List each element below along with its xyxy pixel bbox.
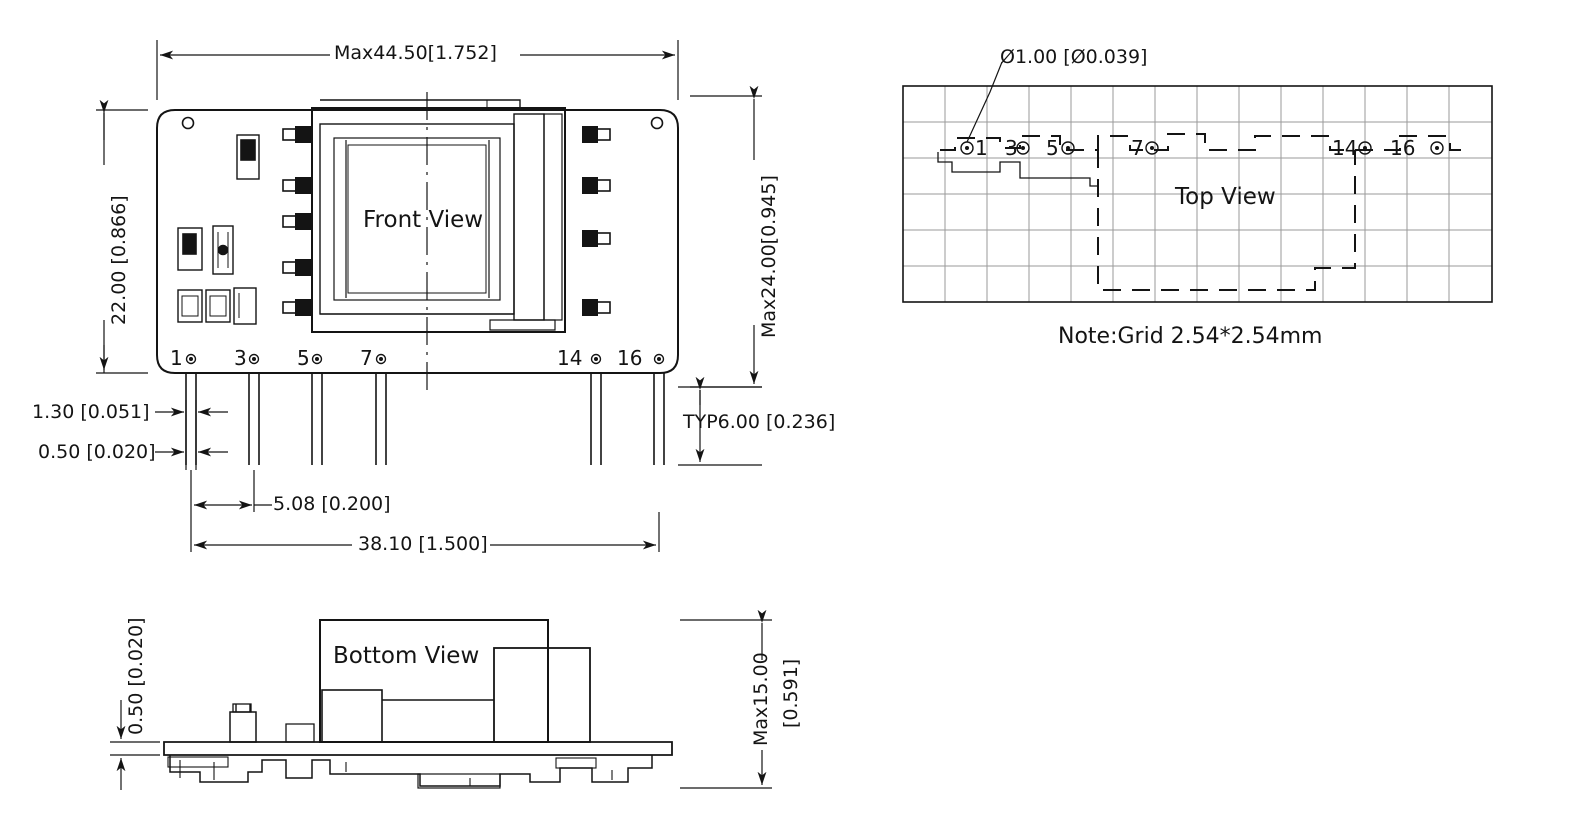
pin-label-front-14: 14: [557, 346, 583, 370]
pin-label-top-3: 3: [1005, 136, 1018, 160]
pin-label-top-5: 5: [1046, 136, 1059, 160]
dimension-pin-width: 1.30 [0.051]: [32, 401, 150, 423]
dimension-profile-height-line2: [0.591]: [780, 658, 802, 728]
top-view-drawing: [903, 62, 1492, 302]
front-view-label: Front View: [363, 207, 484, 233]
pin-label-front-7: 7: [360, 346, 373, 370]
dimension-pin-thickness: 0.50 [0.020]: [38, 441, 156, 463]
pin-label-front-16: 16: [617, 346, 643, 370]
grid-note: Note:Grid 2.54*2.54mm: [1058, 324, 1323, 349]
pin-label-front-1: 1: [170, 346, 183, 370]
pin-label-top-1: 1: [975, 136, 988, 160]
dimension-height-body: 22.00 [0.866]: [108, 195, 130, 325]
dimension-pin-length: TYP6.00 [0.236]: [683, 411, 836, 433]
pin-label-top-16: 16: [1390, 136, 1416, 160]
dimension-profile-height-line1: Max15.00: [750, 652, 772, 746]
bottom-view-label: Bottom View: [333, 643, 480, 669]
front-view-drawing: [157, 92, 678, 465]
pin-label-top-14: 14: [1332, 136, 1358, 160]
dimension-height-max: Max24.00[0.945]: [758, 175, 780, 338]
pin-label-front-5: 5: [297, 346, 310, 370]
dimension-hole-diameter: Ø1.00 [Ø0.039]: [1000, 46, 1148, 68]
dimension-pcb-thickness: 0.50 [0.020]: [125, 617, 147, 735]
dimension-pin-pitch: 5.08 [0.200]: [273, 493, 391, 515]
dimension-width-max: Max44.50[1.752]: [334, 42, 497, 64]
dimension-pin-span: 38.10 [1.500]: [358, 533, 488, 555]
pin-label-front-3: 3: [234, 346, 247, 370]
top-view-label: Top View: [1175, 184, 1276, 210]
pin-label-top-7: 7: [1131, 136, 1144, 160]
